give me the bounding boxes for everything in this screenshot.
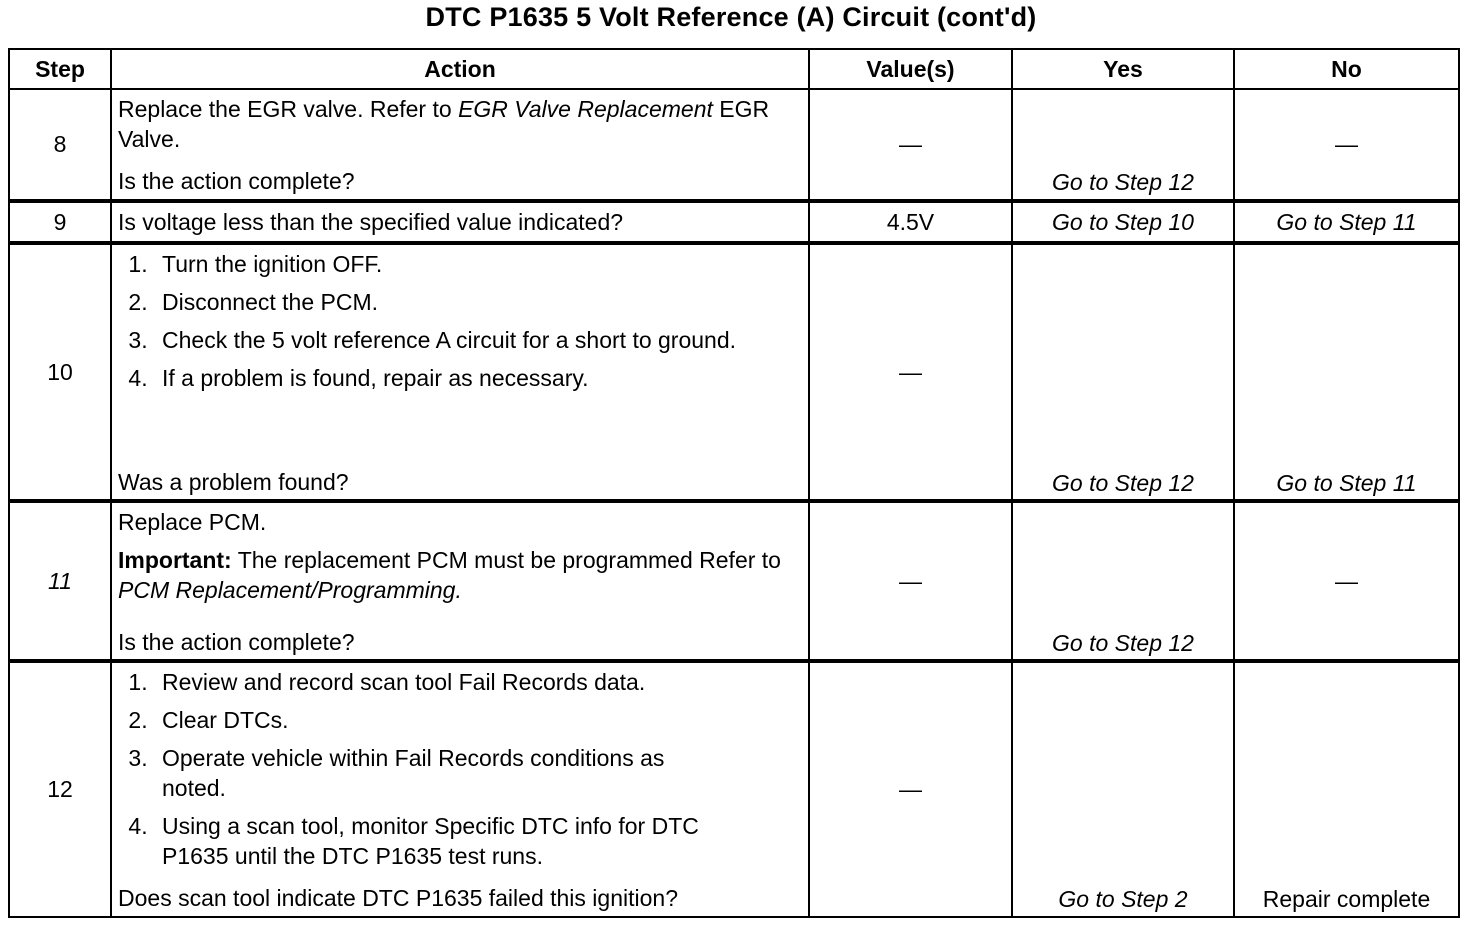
action-cell [111, 661, 809, 917]
list-item: 2. Clear DTCs. [154, 705, 802, 735]
action-text: Replace PCM. [118, 509, 267, 535]
header-yes: Yes [1012, 49, 1234, 89]
action-question: Does scan tool indicate DTC P1635 failed this ignition? [118, 885, 678, 911]
step-number: 10 [9, 243, 111, 501]
action-cell [111, 243, 809, 501]
important-note: Important: The replacement PCM must be programmed Refer to PCM Replacement/Programming. [118, 547, 781, 603]
action-question: Was a problem found? [118, 469, 349, 495]
action-cell [111, 89, 809, 201]
action-cell [111, 501, 809, 661]
list-item: 4. Using a scan tool, monitor Specific DTC info for DTC P1635 until the DTC P1635 test runs. [154, 811, 802, 871]
no-result: Go to Step 11 [1276, 470, 1417, 496]
step-number: 9 [9, 201, 111, 243]
reference-link: PCM Replacement/Programming. [118, 577, 462, 603]
list-item: 3. Check the 5 volt reference A circuit for a short to ground. [154, 325, 802, 355]
step-number: 8 [9, 89, 111, 201]
table-row [9, 661, 1459, 917]
no-cell: — [1234, 89, 1459, 201]
table-row [9, 501, 1459, 661]
yes-cell [1012, 501, 1234, 661]
no-cell [1234, 661, 1459, 917]
list-item: 1. Review and record scan tool Fail Records data. [154, 667, 802, 697]
yes-result: Go to Step 12 [1052, 630, 1194, 656]
yes-result: Go to Step 10 [1012, 201, 1234, 243]
value-cell: — [809, 89, 1012, 201]
yes-cell [1012, 89, 1234, 201]
list-item: 2. Disconnect the PCM. [154, 287, 802, 317]
header-action: Action [111, 49, 809, 89]
header-step: Step [9, 49, 111, 89]
step-number: 11 [9, 501, 111, 661]
no-result: Repair complete [1262, 886, 1431, 912]
header-no: No [1234, 49, 1459, 89]
yes-result: Go to Step 12 [1052, 470, 1194, 496]
page-title: DTC P1635 5 Volt Reference (A) Circuit (cont'd) [425, 2, 1037, 32]
table-row [9, 243, 1459, 501]
no-cell: — [1234, 501, 1459, 661]
list-item: 4. If a problem is found, repair as necessary. [154, 363, 802, 393]
yes-result: Go to Step 2 [1058, 886, 1188, 912]
value-cell: 4.5V [809, 201, 1012, 243]
no-result: Go to Step 11 [1234, 201, 1459, 243]
value-cell: — [809, 501, 1012, 661]
yes-result: Go to Step 12 [1052, 169, 1194, 195]
action-question: Is the action complete? [118, 629, 355, 655]
action-question: Is the action complete? [118, 168, 355, 194]
table-row [9, 89, 1459, 201]
action-steps [118, 249, 802, 393]
header-values: Value(s) [809, 49, 1012, 89]
yes-cell [1012, 243, 1234, 501]
important-label: Important: [118, 547, 232, 573]
action-question: Is voltage less than the specified value indicated? [111, 201, 809, 243]
action-text: Replace the EGR valve. Refer to EGR Valve Replacement EGR Valve. [118, 96, 770, 152]
header-row [9, 49, 1459, 89]
table-row [9, 201, 1459, 243]
no-cell [1234, 243, 1459, 501]
value-cell: — [809, 661, 1012, 917]
value-cell: — [809, 243, 1012, 501]
reference-link: EGR Valve Replacement [458, 96, 713, 122]
list-item: 1. Turn the ignition OFF. [154, 249, 802, 279]
diagnostic-table [8, 48, 1460, 918]
action-steps [118, 667, 802, 871]
list-item: 3. Operate vehicle within Fail Records conditions as noted. [154, 743, 802, 803]
yes-cell [1012, 661, 1234, 917]
step-number: 12 [9, 661, 111, 917]
